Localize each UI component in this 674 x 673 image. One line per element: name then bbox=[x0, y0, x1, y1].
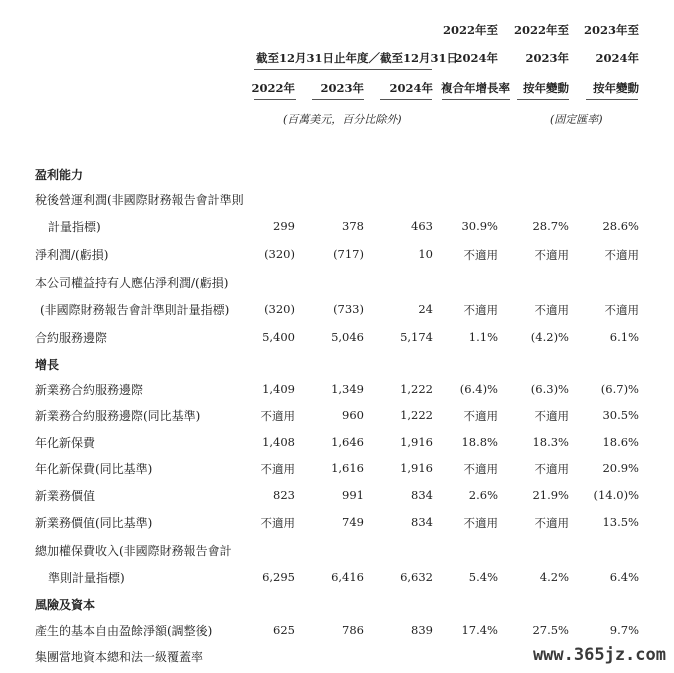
cell-yoy-2024: 20.9% bbox=[602, 461, 639, 475]
cell-2024: 5,174 bbox=[400, 330, 433, 344]
cell-2024: 463 bbox=[411, 219, 433, 233]
growth-col-2-line1: 2022年至 bbox=[513, 23, 569, 37]
cell-yoy-2023: (6.3)% bbox=[530, 382, 569, 396]
cell-2024: 1,916 bbox=[400, 461, 433, 475]
cell-2023: 378 bbox=[342, 219, 364, 233]
cell-yoy-2024: 13.5% bbox=[602, 515, 639, 529]
cell-2023: 1,616 bbox=[331, 461, 364, 475]
row-label: 年化新保費 bbox=[35, 436, 96, 450]
growth-col-3-line3: 按年變動 bbox=[593, 81, 639, 95]
cell-2022: 625 bbox=[273, 623, 295, 637]
cell-2023: 991 bbox=[342, 488, 364, 502]
row-label: 本公司權益持有人應佔淨利潤/(虧損) bbox=[35, 276, 229, 290]
cell-2022: 5,400 bbox=[262, 330, 295, 344]
cell-2024: 10 bbox=[418, 247, 433, 261]
cell-yoy-2023: 不適用 bbox=[534, 462, 569, 476]
year-2023: 2023年 bbox=[320, 81, 364, 95]
cell-yoy-2023: 18.3% bbox=[532, 435, 569, 449]
cell-yoy-2023: 不適用 bbox=[534, 303, 569, 317]
cell-yoy-2023: 28.7% bbox=[532, 219, 569, 233]
growth-col-2-line3: 按年變動 bbox=[523, 81, 569, 95]
section-risk-capital: 風險及資本 bbox=[35, 598, 96, 612]
cell-2022: 299 bbox=[273, 219, 295, 233]
cell-yoy-2024: (6.7)% bbox=[600, 382, 639, 396]
row-label: 年化新保費(同比基準) bbox=[35, 462, 153, 476]
row-label: 稅後營運利潤(非國際財務報告會計準則 bbox=[35, 193, 244, 207]
cell-yoy-2024: 18.6% bbox=[602, 435, 639, 449]
cell-2024: 834 bbox=[411, 515, 433, 529]
growth-col-2-line2: 2023年 bbox=[525, 51, 569, 65]
row-label: 產生的基本自由盈餘淨額(調整後) bbox=[35, 624, 213, 638]
row-label: 新業務價值(同比基準) bbox=[35, 516, 153, 530]
period-label: 截至12月31日止年度／截至12月31日 bbox=[256, 51, 459, 65]
fx-note: (固定匯率) bbox=[550, 113, 603, 126]
cell-2022: 不適用 bbox=[260, 462, 295, 476]
growth-col-3-line1: 2023年至 bbox=[583, 23, 639, 37]
row-label: 淨利潤/(虧損) bbox=[35, 248, 109, 262]
period-underline bbox=[254, 69, 432, 70]
row-label: 總加權保費收入(非國際財務報告會計 bbox=[35, 544, 232, 558]
cell-yoy-2024: 30.5% bbox=[602, 408, 639, 422]
cell-yoy-2024: 6.4% bbox=[609, 570, 639, 584]
cell-2024: 1,916 bbox=[400, 435, 433, 449]
cell-2023: 1,646 bbox=[331, 435, 364, 449]
year-2022-underline bbox=[254, 99, 296, 100]
cell-2024: 1,222 bbox=[400, 408, 433, 422]
cell-2022: 1,408 bbox=[262, 435, 295, 449]
cell-2023: 5,046 bbox=[331, 330, 364, 344]
cell-yoy-2023: 4.2% bbox=[539, 570, 569, 584]
cell-2024: 839 bbox=[411, 623, 433, 637]
cell-cagr: 不適用 bbox=[463, 462, 498, 476]
section-growth: 增長 bbox=[35, 358, 60, 372]
cell-cagr: 不適用 bbox=[463, 409, 498, 423]
cell-2022: 不適用 bbox=[260, 516, 295, 530]
watermark: www.365jz.com bbox=[532, 645, 666, 665]
cell-2023: 786 bbox=[342, 623, 364, 637]
cell-yoy-2023: 不適用 bbox=[534, 248, 569, 262]
cell-2022: 6,295 bbox=[262, 570, 295, 584]
cell-cagr: 18.8% bbox=[461, 435, 498, 449]
cell-cagr: 30.9% bbox=[461, 219, 498, 233]
cell-yoy-2024: 不適用 bbox=[604, 303, 639, 317]
cell-yoy-2023: (4.2)% bbox=[530, 330, 569, 344]
cell-cagr: 5.4% bbox=[468, 570, 498, 584]
growth-col-1-line3: 複合年增長率 bbox=[441, 81, 510, 95]
row-label: 新業務合約服務邊際(同比基準) bbox=[35, 409, 201, 423]
row-label-cont: 準則計量指標) bbox=[48, 571, 125, 585]
cell-yoy-2023: 21.9% bbox=[532, 488, 569, 502]
cell-yoy-2024: 6.1% bbox=[609, 330, 639, 344]
cell-yoy-2024: 28.6% bbox=[602, 219, 639, 233]
cell-yoy-2024: (14.0)% bbox=[593, 488, 639, 502]
cell-yoy-2023: 27.5% bbox=[532, 623, 569, 637]
year-2024: 2024年 bbox=[389, 81, 433, 95]
cell-2023: 1,349 bbox=[331, 382, 364, 396]
cell-cagr: (6.4)% bbox=[459, 382, 498, 396]
cell-2022: 823 bbox=[273, 488, 295, 502]
growth-col-3-line2: 2024年 bbox=[595, 51, 639, 65]
cell-2024: 6,632 bbox=[400, 570, 433, 584]
cell-yoy-2023: 不適用 bbox=[534, 516, 569, 530]
cell-cagr: 1.1% bbox=[468, 330, 498, 344]
cell-2022: 1,409 bbox=[262, 382, 295, 396]
cell-2024: 834 bbox=[411, 488, 433, 502]
cell-2023: 960 bbox=[342, 408, 364, 422]
cell-cagr: 不適用 bbox=[463, 516, 498, 530]
row-label-cont: 計量指標) bbox=[48, 220, 101, 234]
cagr-underline bbox=[442, 99, 510, 100]
row-label: 新業務合約服務邊際 bbox=[35, 383, 144, 397]
cell-2023: 6,416 bbox=[331, 570, 364, 584]
cell-2023: 749 bbox=[342, 515, 364, 529]
cell-yoy-2023: 不適用 bbox=[534, 409, 569, 423]
year-2024-underline bbox=[380, 99, 432, 100]
cell-cagr: 不適用 bbox=[463, 248, 498, 262]
cell-cagr: 不適用 bbox=[463, 303, 498, 317]
cell-cagr: 17.4% bbox=[461, 623, 498, 637]
cell-2022: 不適用 bbox=[260, 409, 295, 423]
cell-cagr: 2.6% bbox=[468, 488, 498, 502]
row-label-cont: (非國際財務報告會計準則計量指標) bbox=[40, 303, 230, 317]
yoy2-underline bbox=[586, 99, 638, 100]
growth-col-1-line2: 2024年 bbox=[454, 51, 498, 65]
cell-2023: (717) bbox=[333, 247, 364, 261]
year-2022: 2022年 bbox=[251, 81, 295, 95]
section-profitability: 盈利能力 bbox=[35, 168, 84, 182]
cell-2022: (320) bbox=[264, 302, 295, 316]
yoy1-underline bbox=[517, 99, 569, 100]
cell-2022: (320) bbox=[264, 247, 295, 261]
row-label: 新業務價值 bbox=[35, 489, 96, 503]
cell-yoy-2024: 9.7% bbox=[609, 623, 639, 637]
cell-yoy-2024: 不適用 bbox=[604, 248, 639, 262]
year-2023-underline bbox=[312, 99, 364, 100]
cell-2023: (733) bbox=[333, 302, 364, 316]
row-label: 合約服務邊際 bbox=[35, 331, 108, 345]
cell-2024: 1,222 bbox=[400, 382, 433, 396]
unit-note: (百萬美元，百分比除外) bbox=[283, 113, 402, 126]
row-label: 集團當地資本總和法一級覆蓋率 bbox=[35, 650, 204, 664]
growth-col-1-line1: 2022年至 bbox=[442, 23, 498, 37]
cell-2024: 24 bbox=[418, 302, 433, 316]
